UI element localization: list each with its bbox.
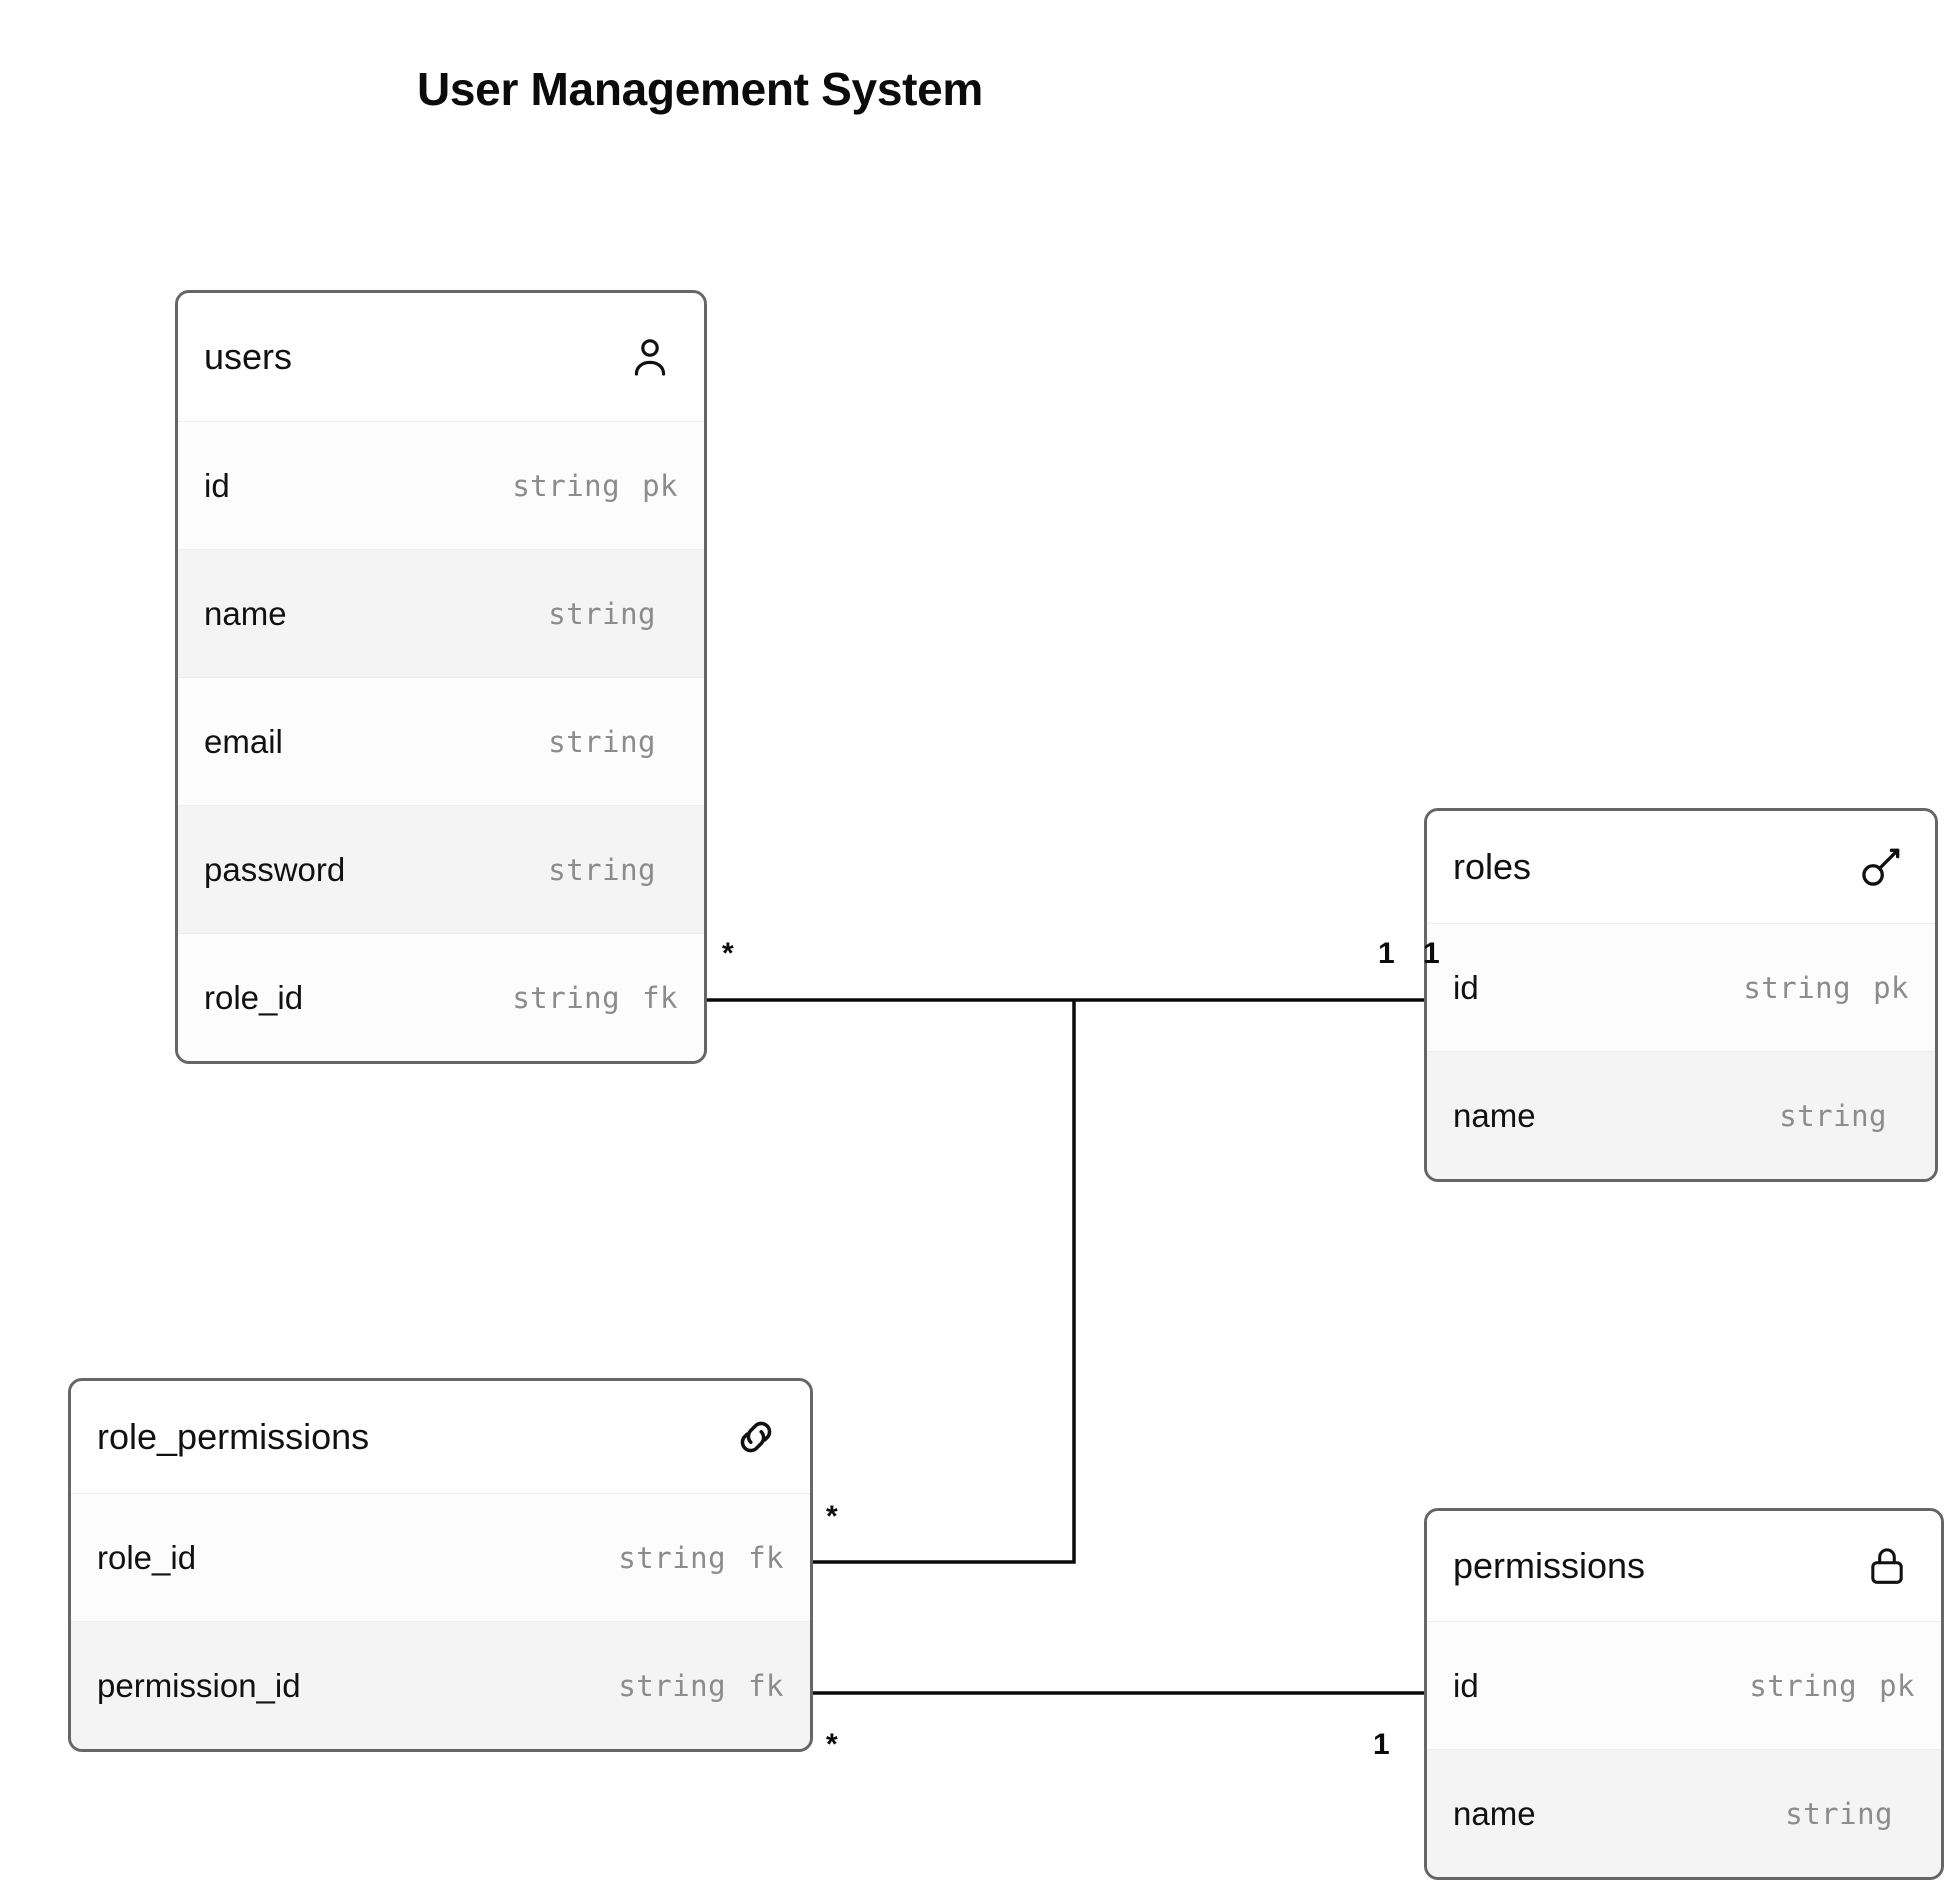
table-row xyxy=(1427,1621,1941,1749)
cardinality-users-star: * xyxy=(722,937,734,970)
entity-header xyxy=(1427,1511,1941,1621)
column-meta: string pk xyxy=(1749,1668,1915,1703)
entity-title: role_permissions xyxy=(97,1416,370,1457)
entity-header xyxy=(1427,811,1935,923)
column-name: password xyxy=(204,850,346,888)
column-name: id xyxy=(1453,1666,1479,1704)
cardinality-roles-one-a: 1 xyxy=(1378,937,1395,970)
person-icon xyxy=(622,329,678,385)
entity-title: users xyxy=(204,336,293,377)
table-row xyxy=(1427,1051,1935,1179)
diagram-title: User Management System xyxy=(416,63,984,115)
column-meta: string xyxy=(548,852,656,887)
table-row xyxy=(178,933,704,1061)
column-meta: string pk xyxy=(1743,970,1909,1005)
column-meta: string xyxy=(548,724,656,759)
entity-permissions[interactable] xyxy=(1424,1508,1944,1880)
entity-title: permissions xyxy=(1453,1545,1646,1586)
table-row xyxy=(1427,1749,1941,1877)
column-meta: string xyxy=(548,596,656,631)
column-meta: string xyxy=(1785,1796,1893,1831)
table-row xyxy=(1427,923,1935,1051)
cardinality-rolepermissions-role-star: * xyxy=(826,1500,838,1533)
link-icon xyxy=(728,1409,784,1465)
entity-roles[interactable] xyxy=(1424,808,1938,1182)
column-name: role_id xyxy=(204,978,304,1016)
cardinality-permissions-one: 1 xyxy=(1373,1728,1390,1761)
table-row xyxy=(71,1621,810,1749)
column-meta: string fk xyxy=(618,1540,784,1575)
cardinality-roles-one-b: 1 xyxy=(1423,937,1440,970)
entity-header xyxy=(178,293,704,421)
entity-users[interactable] xyxy=(175,290,707,1064)
column-name: permission_id xyxy=(97,1666,301,1704)
lock-icon xyxy=(1859,1538,1915,1594)
column-name: id xyxy=(204,466,230,504)
table-row xyxy=(71,1493,810,1621)
table-row xyxy=(178,549,704,677)
column-meta: string fk xyxy=(618,1668,784,1703)
entity-role-permissions[interactable] xyxy=(68,1378,813,1752)
key-icon xyxy=(1853,839,1909,895)
column-name: name xyxy=(1453,1794,1536,1832)
table-row xyxy=(178,421,704,549)
column-name: id xyxy=(1453,968,1479,1006)
column-name: name xyxy=(1453,1096,1536,1134)
entity-header xyxy=(71,1381,810,1493)
column-meta: string pk xyxy=(512,468,678,503)
column-meta: string fk xyxy=(512,980,678,1015)
cardinality-rolepermissions-permission-star: * xyxy=(826,1728,838,1761)
column-name: name xyxy=(204,594,287,632)
column-meta: string xyxy=(1779,1098,1887,1133)
column-name: role_id xyxy=(97,1538,197,1576)
entity-title: roles xyxy=(1453,846,1532,887)
table-row xyxy=(178,677,704,805)
column-name: email xyxy=(204,722,283,760)
table-row xyxy=(178,805,704,933)
